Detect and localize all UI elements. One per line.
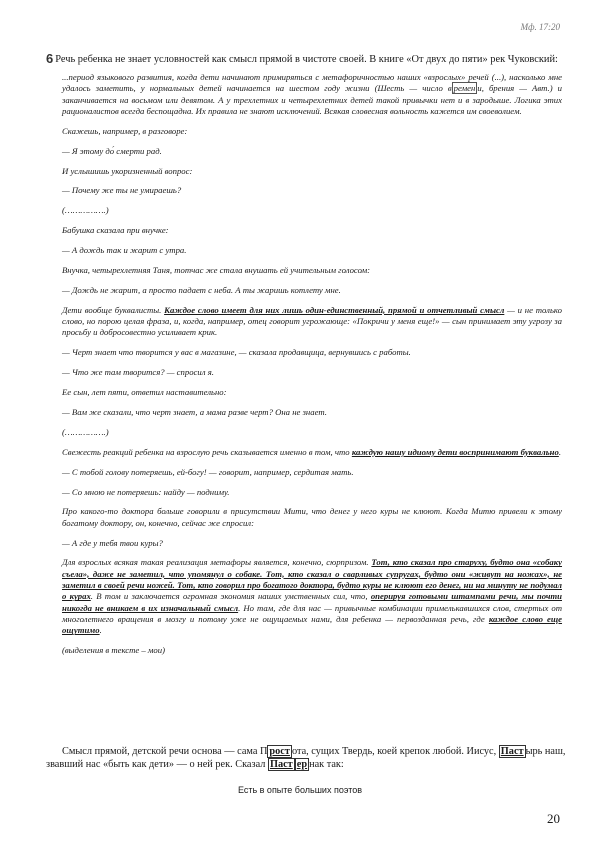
quote-paragraph: — Со мною не потеряешь: найду — подниму. xyxy=(62,486,230,497)
quote-paragraph xyxy=(62,72,562,117)
closing-text: нак так: xyxy=(309,759,344,771)
quotation-block xyxy=(62,72,562,665)
quote-paragraph: — Я этому до́ смерти рад. xyxy=(62,145,162,156)
closing-paragraph xyxy=(46,745,568,772)
quote-text: Дети вообще буквалисты. xyxy=(62,304,165,315)
quote-paragraph: — Дождь не жарит, а просто падает с неба. А ты жаришь котлету мне. xyxy=(62,284,341,295)
poem-line: Есть в опыте больших поэтов xyxy=(237,785,363,795)
quote-paragraph: Про какого-то доктора больше говорили в присутствии Мити, что денег у него куры не клюют. Когда Митю привели к этому богатому доктору, он, конечно, сейчас же спросил: xyxy=(62,506,562,528)
quote-paragraph: И услышишь укоризненный вопрос: xyxy=(62,165,193,176)
lead-text: Речь ребенка не знает условностей как смысл прямой в чистоте своей. В книге «От двух до пяти» рек Чуковский: xyxy=(55,54,558,65)
quote-paragraph: Скажешь, например, в разговоре: xyxy=(62,125,188,136)
quote-paragraph: Внучка, четырехлетняя Таня, тотчас же стала внушать ей учительным голосом: xyxy=(62,265,371,276)
quote-paragraph xyxy=(62,557,562,636)
underlined-emphasis: Тот, кто сказал про старуху, будто она «собаку съела», даже не заметил, что упомянул о собаке. Тот, кто сказал о сварливых супругах, будто они «живут на ножах», не заметил в своей речи ножей. Тот, кто говорил про богатого доктора, будто куры не клюют его денег, ни на минуту не подумал о курах xyxy=(62,557,563,602)
underlined-emphasis: каждую нашу идиому дети воспринимают буквально xyxy=(351,446,559,457)
quote-text: и, брения — Авт.) и заканчивается на восьмом или девятом. А у трехлетних и четырехлетних детей такой привычки нет и в зародыше. Логика этих рационалистов всегда беспощадна. Их правила не знают исключений. Всякая словесная вольность кажется им своеволием. xyxy=(62,83,562,116)
quote-paragraph: (…………….) xyxy=(62,426,109,437)
quote-text: — и не только слово, но порою целая фраза, и, когда, например, отец говорит угрожающе: «Покричи у меня еще!» — сын принимает эту угрозу за просьбу и добросовестно усиливает крик. xyxy=(62,304,563,338)
quote-paragraph: (…………….) xyxy=(62,205,109,216)
page-number: 20 xyxy=(547,811,560,826)
quote-paragraph: — Почему же ты не умираешь? xyxy=(62,185,182,196)
quote-text: . xyxy=(99,625,102,636)
quote-text: ...период языкового развития, когда дети начинают примиряться с метафоричностью наших «взрослых» речей (...), насколько мне удалось заметить, у нормальных детей начинается на шестом году жизни (Шесть — число в xyxy=(62,72,562,94)
closing-text: ырь наш, звавший нас «быть как дети» — о ней рек. Сказал xyxy=(46,746,566,771)
quote-paragraph: — Вам же сказали, что черт знает, а мама разве черт? Она не знает. xyxy=(62,406,327,417)
quote-paragraph: — Черт знает что творится у вас в магазине, — сказала продавщица, вернувшись с работы. xyxy=(62,347,411,358)
quote-paragraph: — А дождь так и жарит с утра. xyxy=(62,245,187,256)
quote-text: . В том и заключается огромная экономия наших умственных сил, что, xyxy=(90,591,371,602)
quote-paragraph xyxy=(62,305,562,339)
boxed-fragment: ремен xyxy=(453,83,476,94)
closing-text: Смысл прямой, детской речи основа — сама П xyxy=(62,746,268,757)
quote-paragraph: — С тобой голову потеряешь, ей-богу! — говорит, например, сердитая мать. xyxy=(62,466,354,477)
quote-text: Для взрослых всякая такая реализация метафоры является, конечно, сюрпризом. xyxy=(62,557,372,568)
lead-paragraph xyxy=(46,52,568,66)
verse-reference: Мф. 17:20 xyxy=(520,22,560,32)
underlined-emphasis: оперируя готовыми штампами речи, мы почти никогда не вникаем в их изначальный смысл xyxy=(62,591,562,613)
quote-text: Свежесть реакций ребенка на взрослую речь сказывается именно в том, что xyxy=(62,446,352,457)
closing-text: ота, сущих Твердь, коей крепок любой. Иисус, xyxy=(291,746,499,757)
boxed-syllable: Паст xyxy=(500,746,524,757)
quote-text: . Но там, где для нас — привычные комбинации примелькавшихся слов, стертых от многолетнего вращения в мозгу и потому уже не ощущаемых нами, для ребенка — первозданная речь, где xyxy=(62,602,563,624)
quote-paragraph: Бабушка сказала при внучке: xyxy=(62,225,169,236)
boxed-syllable: ер xyxy=(296,759,308,771)
quote-paragraph: — Что же там творится? — спросил я. xyxy=(62,367,214,378)
quote-paragraph: Ее сын, лет пяти, ответил наставительно: xyxy=(62,387,227,398)
quote-paragraph xyxy=(62,447,562,458)
quote-paragraph: — А где у тебя твои куры? xyxy=(62,537,163,548)
quote-text: . xyxy=(558,446,562,457)
underlined-emphasis: Каждое слово имеет для них лишь один-единственный, прямой и отчетливый смысл xyxy=(164,304,505,315)
boxed-syllable: рост xyxy=(269,746,290,757)
boxed-syllable: Паст xyxy=(269,759,293,771)
emphasis-note: (выделения в тексте – мои) xyxy=(62,645,166,656)
underlined-emphasis: каждое слово еще ощутимо xyxy=(62,613,563,636)
footnote-number: 6 xyxy=(46,51,54,66)
